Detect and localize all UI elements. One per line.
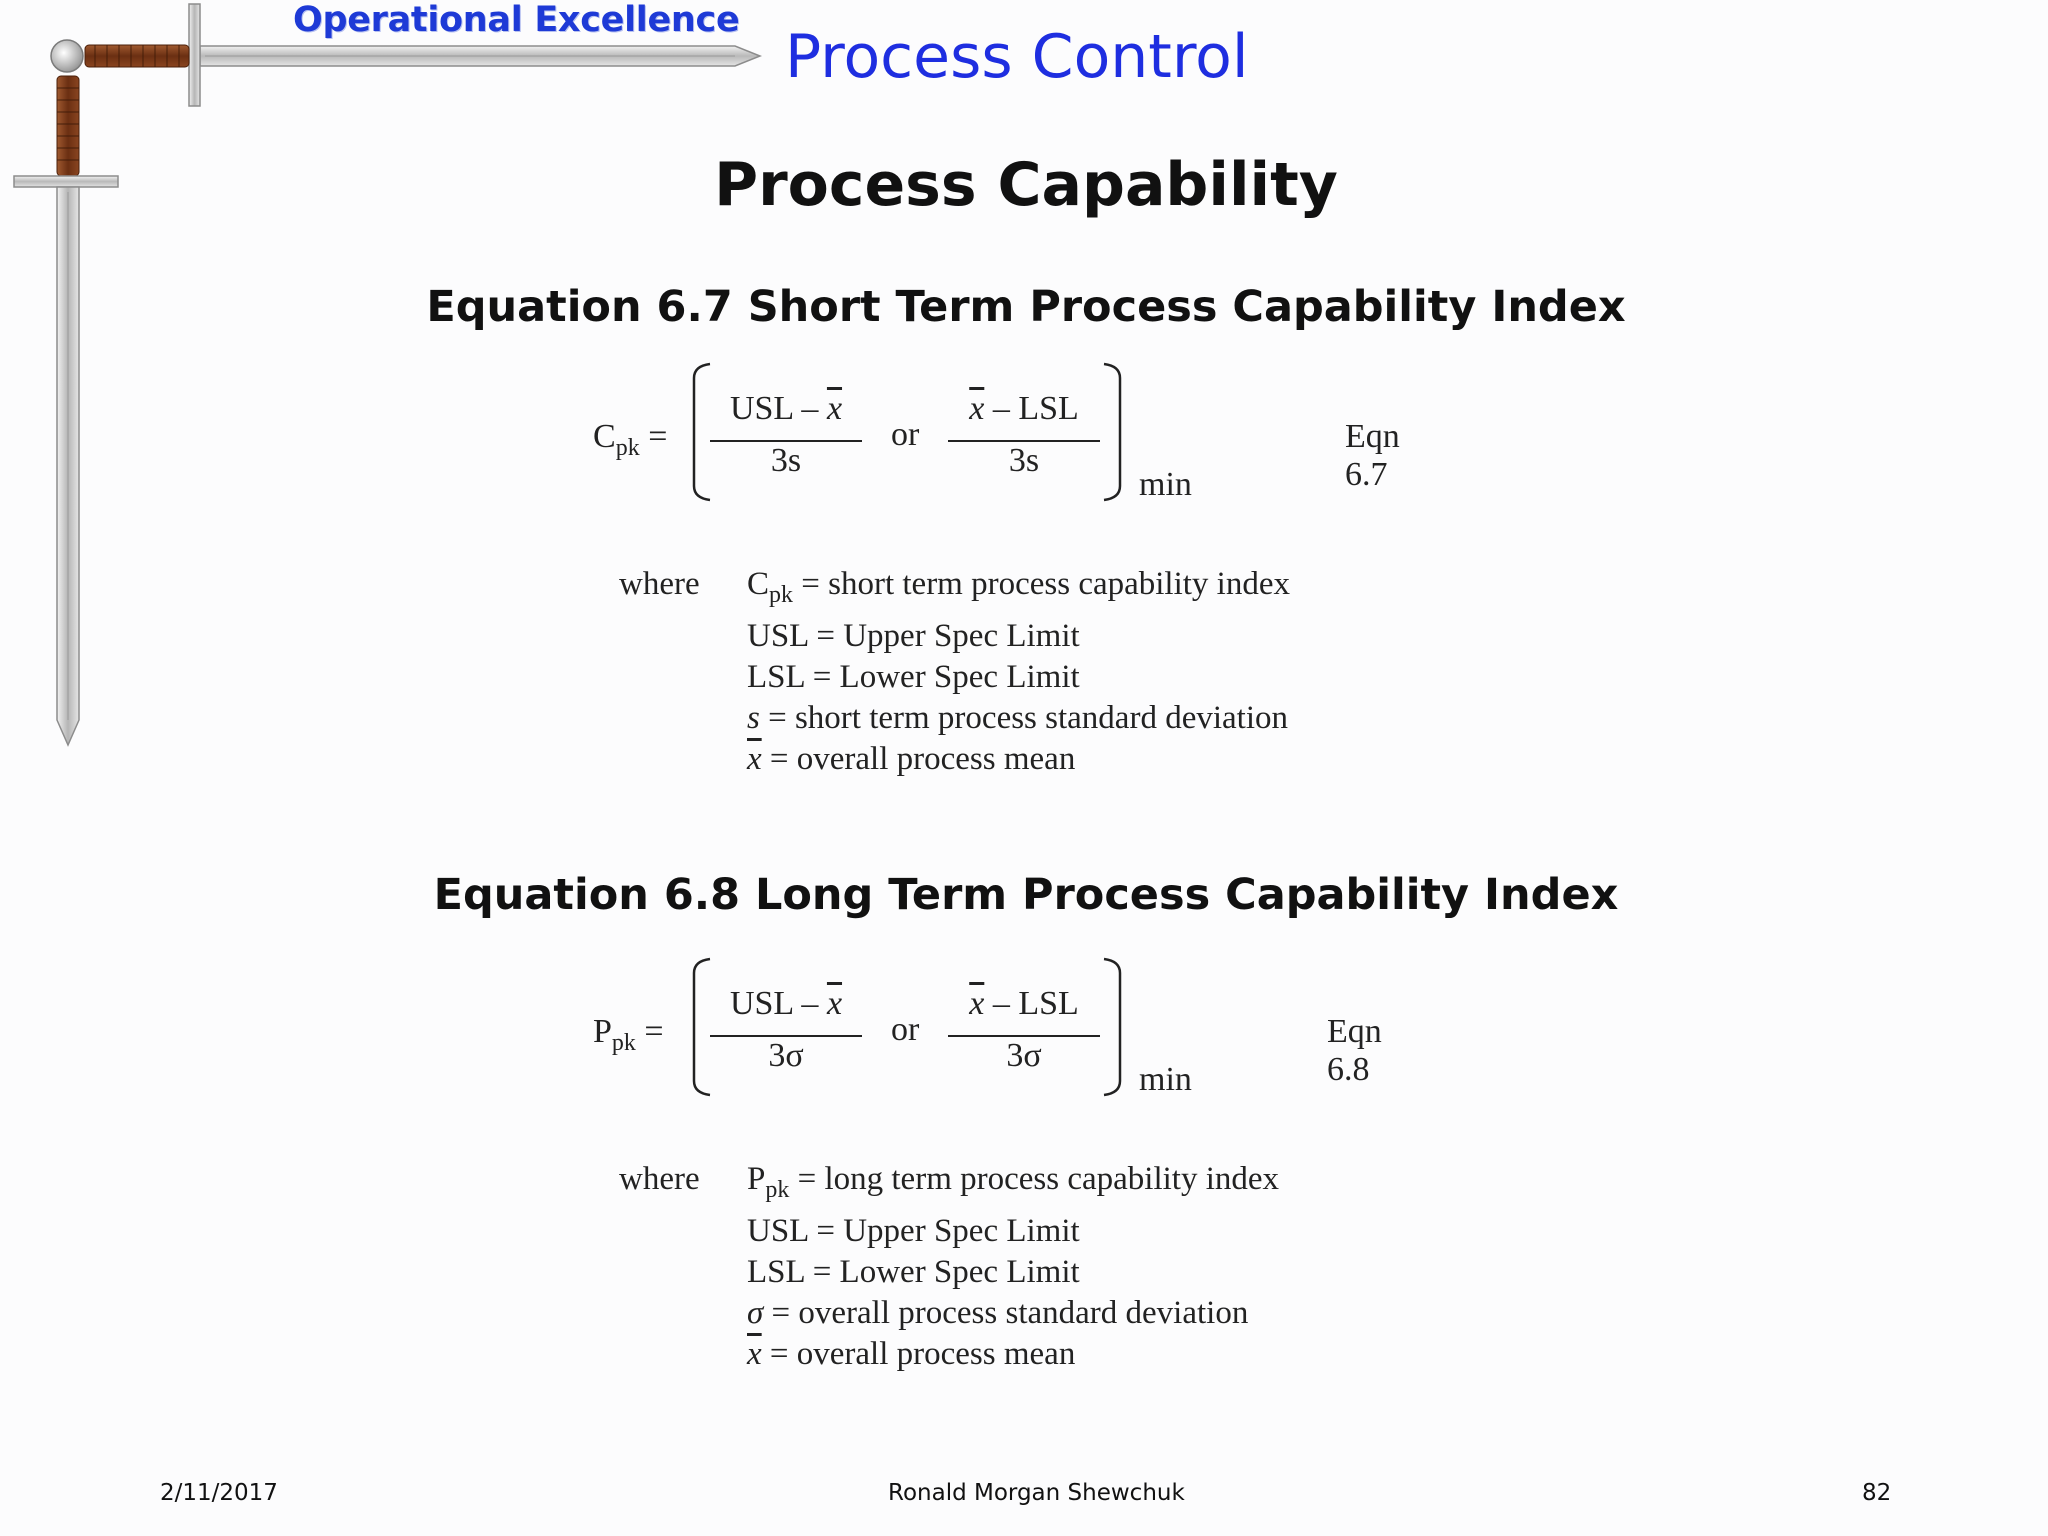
bracket-right	[1100, 362, 1126, 502]
definition-item: $P_{pk}$ = long term process capability index	[747, 1161, 1280, 1203]
page-number: 82	[1862, 1480, 1892, 1506]
footer-date: 2/11/2017	[160, 1480, 278, 1506]
equation-label: Eqn 6.7	[1345, 418, 1400, 493]
definition-item: σ = overall process standard deviation	[747, 1295, 1249, 1331]
min-subscript: min	[1139, 466, 1192, 503]
sword-logo	[0, 0, 780, 760]
definition-item: LSL = Lower Spec Limit	[747, 659, 1080, 695]
equation-label: Eqn 6.8	[1327, 1013, 1382, 1088]
denominator-left: 3σ	[768, 1037, 804, 1074]
numerator-right: $\overline{x}$ – LSL	[969, 985, 1079, 1022]
numerator-left: USL – $\overline{x}$	[729, 390, 843, 427]
formula-lhs: $C_{pk}$ =	[593, 418, 668, 461]
or-text: or	[891, 416, 920, 453]
section-title: Process Control	[785, 22, 1249, 92]
where-label: where	[619, 1161, 700, 1197]
denominator-right: 3σ	[1006, 1037, 1042, 1074]
denominator-left: 3s	[770, 442, 802, 479]
definition-item: $C_{pk}$ = short term process capability index	[747, 566, 1290, 608]
formula-lhs: $P_{pk}$ =	[593, 1013, 664, 1056]
definition-item: $\overline{x}$ = overall process mean	[747, 741, 1076, 777]
definition-item: $\overline{x}$ = overall process mean	[747, 1336, 1076, 1372]
definition-list	[747, 1159, 1279, 1375]
min-subscript: min	[1139, 1061, 1192, 1098]
definition-item: s = short term process standard deviation	[747, 700, 1288, 736]
bracket-left	[688, 957, 714, 1097]
or-text: or	[891, 1011, 920, 1048]
definition-item: LSL = Lower Spec Limit	[747, 1254, 1080, 1290]
where-label: where	[619, 566, 700, 602]
equation-heading-long-term: Equation 6.8 Long Term Process Capability Index	[433, 870, 1619, 920]
equation-heading-short-term: Equation 6.7 Short Term Process Capability Index	[426, 282, 1626, 332]
brand-title: Operational Excellence	[293, 0, 740, 40]
denominator-right: 3s	[1008, 442, 1040, 479]
definition-list	[747, 564, 1290, 780]
numerator-left: USL – $\overline{x}$	[729, 985, 843, 1022]
definition-item: USL = Upper Spec Limit	[747, 1213, 1080, 1249]
bracket-right	[1100, 957, 1126, 1097]
pommel-icon	[51, 40, 83, 72]
numerator-right: $\overline{x}$ – LSL	[969, 390, 1079, 427]
slide-title: Process Capability	[714, 150, 1338, 220]
footer-author: Ronald Morgan Shewchuk	[888, 1480, 1185, 1506]
definition-item: USL = Upper Spec Limit	[747, 618, 1080, 654]
bracket-left	[688, 362, 714, 502]
